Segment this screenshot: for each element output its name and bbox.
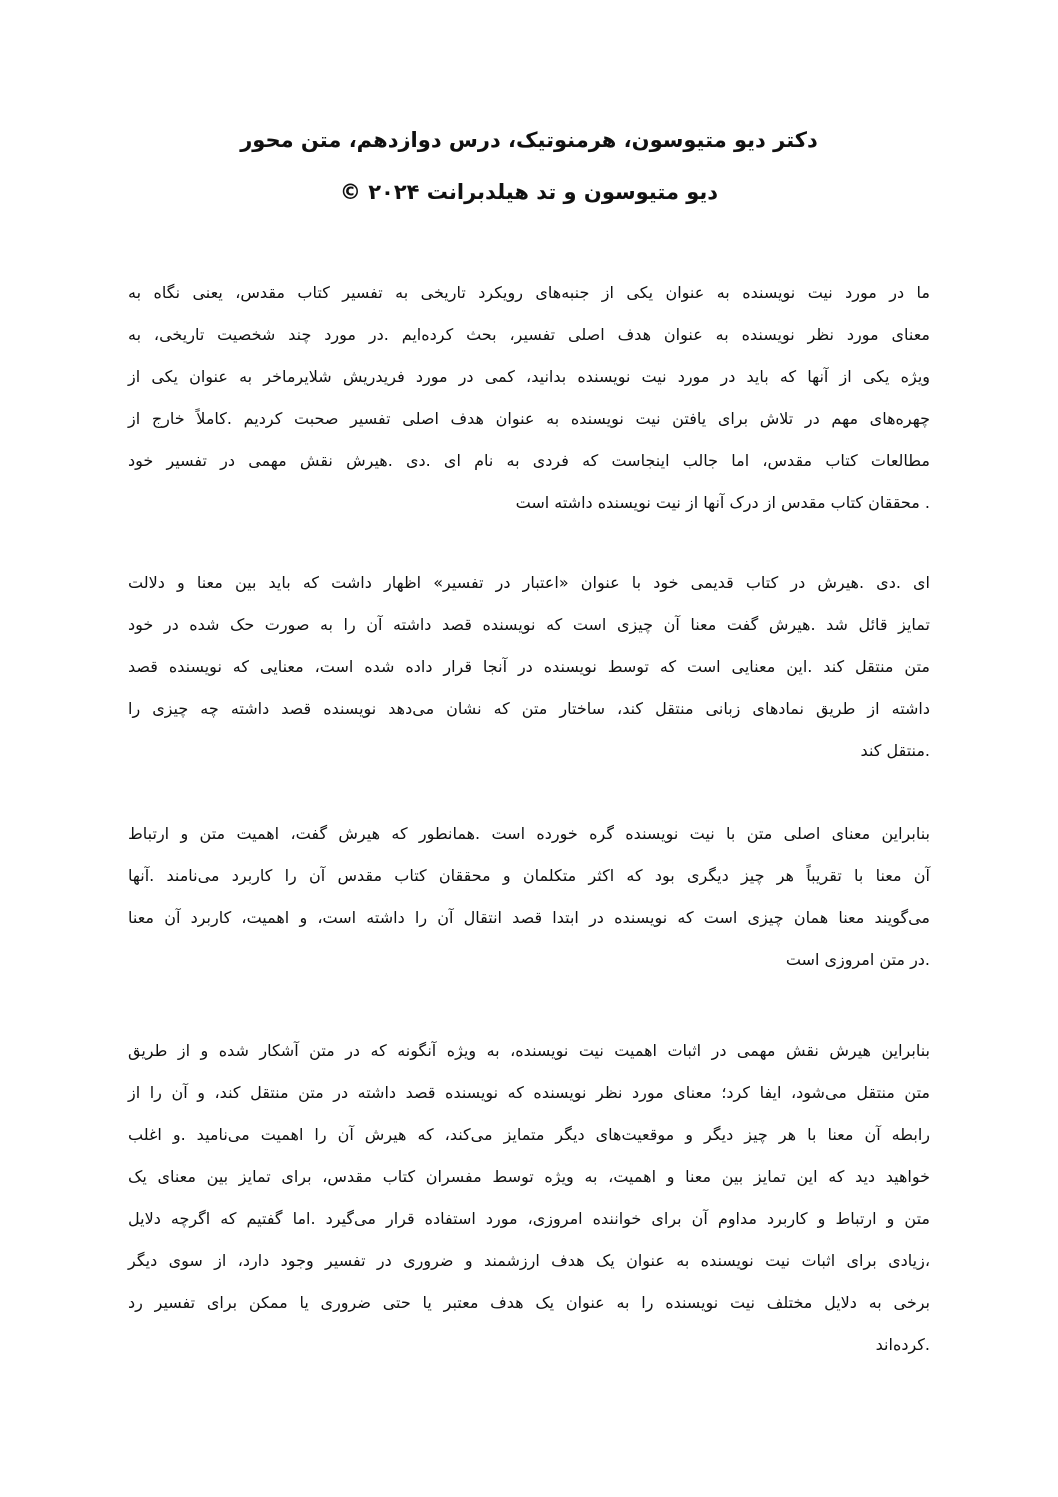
text-line: آن معنا با تقریباً هر چیز دیگری بود که اکثر متکلمان و محققان کتاب مقدس آن را کاربرد می‌نامند .آنها xyxy=(128,866,930,885)
text-line: .منتقل کند xyxy=(860,741,930,760)
paragraph-2 xyxy=(128,562,930,772)
text-line: ای .دی .هیرش در کتاب قدیمی خود با عنوان «اعتبار در تفسیر» اظهار داشت که باید بین معنا و دلالت xyxy=(128,573,930,592)
text-line: تمایز قائل شد .هیرش گفت معنا آن چیزی است که نویسنده قصد داشته آن را به صورت حک شده در خود xyxy=(128,615,930,634)
text-line: داشته از طریق نمادهای زبانی منتقل کند، ساختار متن که نشان می‌دهد نویسنده قصد داشته چه چیزی را xyxy=(128,699,930,718)
text-line: متن و ارتباط و کاربرد مداوم آن برای خواننده امروزی، مورد استفاده قرار می‌گیرد .اما گفتیم که اگرچه دلایل xyxy=(128,1209,930,1228)
document-subtitle-copyright: دیو متیوسون و تد هیلدبرانت ۲۰۲۴ © xyxy=(339,180,719,204)
text-line: .کرده‌اند xyxy=(875,1335,930,1354)
text-line: متن منتقل کند .این معنایی است که توسط نویسنده در آنجا قرار داده شده است، معنایی که نویسنده قصد xyxy=(128,657,930,676)
text-line: ویژه یکی از آنها که باید در مورد نیت نویسنده بدانید، کمی در مورد فریدریش شلایرماخر به عنوان یکی از xyxy=(128,367,930,386)
text-line: چهره‌های مهم در تلاش برای یافتن نیت نویسنده به عنوان هدف اصلی تفسیر صحبت کردیم .کاملاً خارج از xyxy=(128,409,930,428)
document-title: دکتر دیو متیوسون، هرمنوتیک، درس دوازدهم، متن محور xyxy=(240,128,818,152)
text-line: متن منتقل می‌شود، ایفا کرد؛ معنای مورد نظر نویسنده که نویسنده قصد داشته در متن منتقل کند، و آن را از xyxy=(128,1083,930,1102)
text-line: بنابراین معنای اصلی متن با نیت نویسنده گره خورده است .همانطور که هیرش گفت، اهمیت متن و ارتباط xyxy=(128,824,930,843)
text-line: خواهید دید که این تمایز بین معنا و اهمیت، به ویژه توسط مفسران کتاب مقدس، برای تمایز بین معنای یک xyxy=(128,1167,930,1186)
text-line: .در متن امروزی است xyxy=(785,950,930,969)
paragraph-4 xyxy=(128,1030,930,1366)
text-line: ،زیادی برای اثبات نیت نویسنده به عنوان یک هدف ارزشمند و ضروری در تفسیر وجود دارد، از سوی دیگر xyxy=(128,1251,930,1270)
text-line: معنای مورد نظر نویسنده به عنوان هدف اصلی تفسیر، بحث کرده‌ایم .در مورد چند شخصیت تاریخی، به xyxy=(128,325,930,344)
text-line: . محققان کتاب مقدس از درک آنها از نیت نویسنده داشته است xyxy=(515,493,930,512)
text-line: بنابراین هیرش نقش مهمی در اثبات اهمیت نیت نویسنده، به ویژه آنگونه که در متن آشکار شده و از طریق xyxy=(128,1041,930,1060)
text-line: می‌گویند معنا همان چیزی است که نویسنده در ابتدا قصد انتقال آن را داشته است، و اهمیت، کاربرد آن معنا xyxy=(128,908,930,927)
text-line: مطالعات کتاب مقدس، اما جالب اینجاست که فردی به نام ای .دی .هیرش نقش مهمی در تفسیر خود xyxy=(128,451,930,470)
paragraph-1 xyxy=(128,272,930,524)
text-line: ما در مورد نیت نویسنده به عنوان یکی از جنبه‌های رویکرد تاریخی به تفسیر کتاب مقدس، یعنی نگاه به xyxy=(128,283,930,302)
text-line: برخی به دلایل مختلف نیت نویسنده را به عنوان یک هدف معتبر یا حتی ضروری یا ممکن برای تفسیر رد xyxy=(128,1293,930,1312)
text-line: رابطه آن معنا با هر چیز دیگر و موقعیت‌های دیگر متمایز می‌کند، که هیرش آن را اهمیت می‌نامید .و اغلب xyxy=(128,1125,930,1144)
paragraph-3 xyxy=(128,813,930,981)
